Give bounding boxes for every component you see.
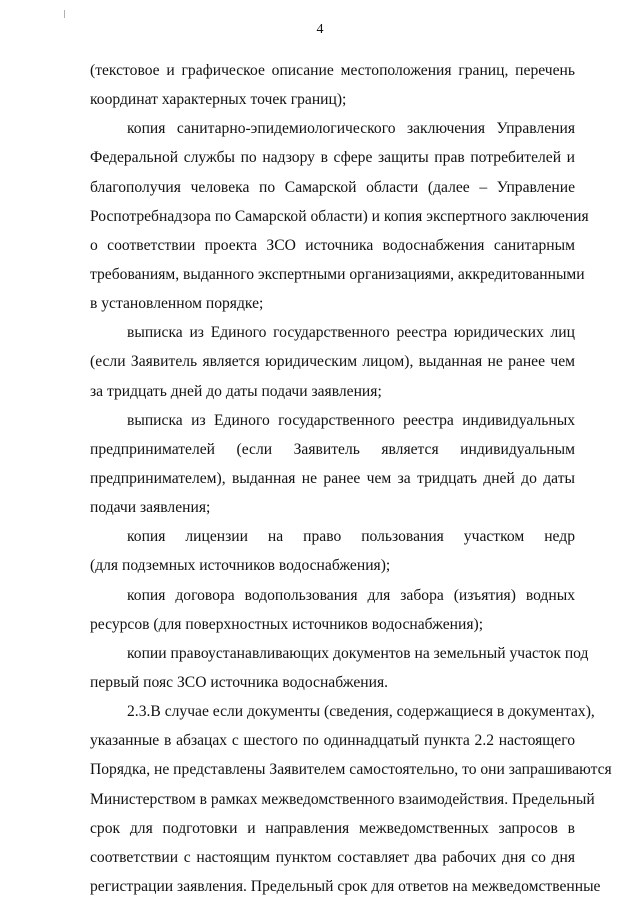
text-line: первый пояс ЗСО источника водоснабжения.	[90, 673, 389, 691]
text-line: Роспотребнадзора по Самарской области) и копия экспертного заключения	[90, 207, 589, 225]
numbered-paragraph-start	[90, 697, 595, 726]
text-line: подачи заявления;	[90, 499, 211, 517]
item-number: 2.3.	[127, 703, 151, 721]
text-line: в установленном порядке;	[90, 295, 264, 313]
page-number: 4	[316, 22, 324, 37]
text-line: копия лицензии на право пользования участком недр	[127, 528, 575, 546]
text-line: благополучия человека по Самарской области (далее – Управление	[90, 178, 575, 196]
text-line: за тридцать дней до даты подачи заявления;	[90, 382, 382, 400]
scan-edge-mark	[64, 10, 65, 18]
text-line: Порядка, не представлены Заявителем самостоятельно, то они запрашиваются	[90, 761, 612, 779]
text-line: выписка из Единого государственного реестра индивидуальных	[127, 411, 575, 429]
text-line: (текстовое и графическое описание местоположения границ, перечень	[90, 62, 575, 79]
text-line: (для подземных источников водоснабжения);	[90, 557, 391, 575]
text-line: соответствии с настоящим пунктом составляет два рабочих дня со дня	[90, 848, 575, 866]
text-line: регистрации заявления. Предельный срок для ответов на межведомственные	[90, 877, 601, 895]
text-line: выписка из Единого государственного реестра юридических лиц	[127, 324, 575, 342]
text-line: предпринимателей (если Заявитель является индивидуальным	[90, 440, 575, 458]
text-line: Министерством в рамках межведомственного взаимодействия. Предельный	[90, 790, 595, 808]
text-line: координат характерных точек границ);	[90, 91, 347, 109]
text-line: В случае если документы (сведения, содержащиеся в документах),	[150, 703, 595, 721]
body-text	[90, 56, 612, 901]
text-line: срок для подготовки и направления межведомственных запросов в	[90, 819, 575, 837]
text-line: копии правоустанавливающих документов на земельный участок под	[127, 644, 589, 662]
text-line: Федеральной службы по надзору в сфере защиты прав потребителей и	[90, 149, 575, 167]
text-line: (если Заявитель является юридическим лицом), выданная не ранее чем	[90, 353, 575, 371]
text-line: указанные в абзацах с шестого по одиннадцатый пункта 2.2 настоящего	[90, 732, 575, 750]
text-line: копия санитарно-эпидемиологического заключения Управления	[127, 120, 575, 138]
text-line: предпринимателем), выданная не ранее чем за тридцать дней до даты	[90, 469, 575, 487]
text-line: копия договора водопользования для забора (изъятия) водных	[127, 586, 575, 604]
text-line: о соответствии проекта ЗСО источника водоснабжения санитарным	[90, 236, 575, 254]
text-line: ресурсов (для поверхностных источников водоснабжения);	[90, 615, 484, 633]
text-line: требованиям, выданного экспертными организациями, аккредитованными	[90, 265, 585, 283]
